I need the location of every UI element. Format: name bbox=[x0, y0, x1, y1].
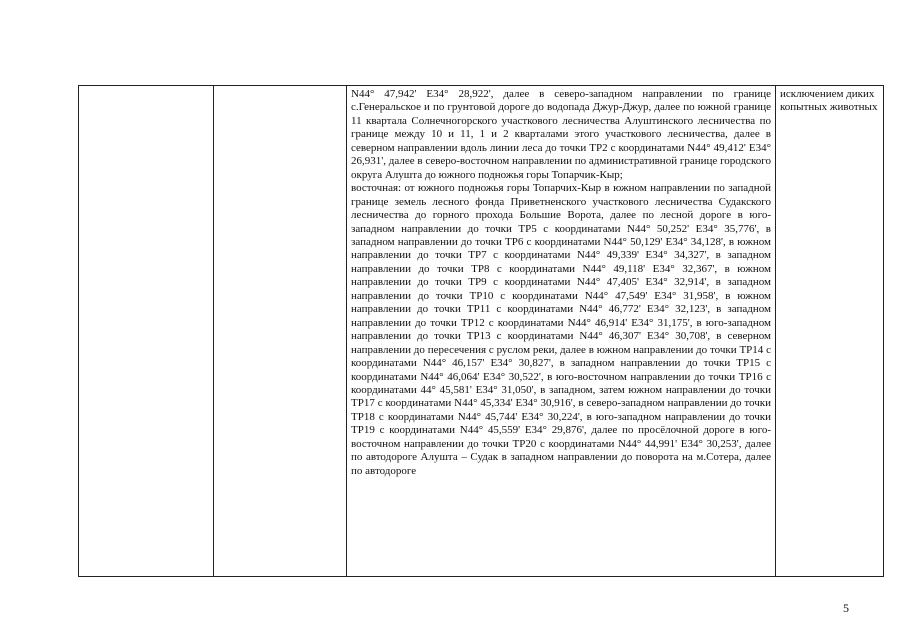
note-cell bbox=[776, 86, 884, 577]
table-cell-empty-2 bbox=[214, 86, 347, 577]
boundary-description-cell bbox=[347, 86, 776, 577]
note-text: исключением диких копытных животных bbox=[780, 88, 878, 114]
table-cell-empty-1 bbox=[79, 86, 214, 577]
boundary-table bbox=[78, 85, 884, 577]
page-number: 5 bbox=[843, 601, 849, 615]
boundary-paragraph-1: N44° 47,942' E34° 28,922', далее в северо-западном направлении по границе с.Генеральское и по грунтовой дороге до водопада Джур-Джур, далее по южной границе 11 квартала Солнечногорского участкового лесничества Алуштинского лесничества по границе между 10 и 11, 1 и 2 кварталами этого участкового лесничества, далее в северном направлении вдоль линии леса до точки TP2 с координатами N44° 49,412' E34° 26,931', далее в северо-восточном направлении по административной границе городского округа Алушта до южного подножья горы Топарчик-Кыр; bbox=[351, 88, 771, 181]
boundary-paragraph-2: восточная: от южного подножья горы Топарчих-Кыр в южном направлении по западной границе земель лесного фонда Приветненского участкового лесничества Судакского лесничества до горного прохода Большие Ворота, далее по лесной дороге в юго-западном направлении до точки TP5 с координатами N44° 50,252' E34° 35,776', в западном направлении до точки TP6 с координатами N44° 50,129' E34° 34,128', в южном направлении до точки TP7 с координатами N44° 49,339' E34° 34,327', в западном направлении до точки TP8 с координатами N44° 49,118' E34° 32,367', в южном направлении до точки TP9 с координатами N44° 47,405' E34° 32,914', в западном направлении до точки TP10 с координатами N44° 47,549' E34° 31,958', в южном направлении до точки TP11 с координатами N44° 46,772' E34° 32,123', в западном направлении до точки TP12 с координатами N44° 46,914' E34° 31,175', в юго-западном направлении до точки TP13 с координатами N44° 46,307' E34° 30,708', в северном направлении до пересечения с руслом реки, далее в южном направлении до точки TP14 с координатами N44° 46,157' E34° 30,827', в западном направлении до точки TP15 с координатами N44° 46,064' E34° 30,522', в юго-восточном направлении до точки TP16 с координатами 44° 45,581' E34° 31,050', в западном, затем южном направлении до точки TP17 с координатами N44° 45,334' E34° 30,916', в северо-западном направлении до точки TP18 с координатами N44° 45,744' E34° 30,224', в юго-западном направлении до точки TP19 с координатами N44° 45,559' E34° 29,876', далее по просёлочной дороге в юго-восточном направлении до точки TP20 с координатами N44° 44,991' E34° 30,253', далее по автодороге Алушта – Судак в западном направлении до поворота на м.Сотера, далее по автодороге bbox=[351, 182, 771, 477]
table-row bbox=[79, 86, 884, 577]
